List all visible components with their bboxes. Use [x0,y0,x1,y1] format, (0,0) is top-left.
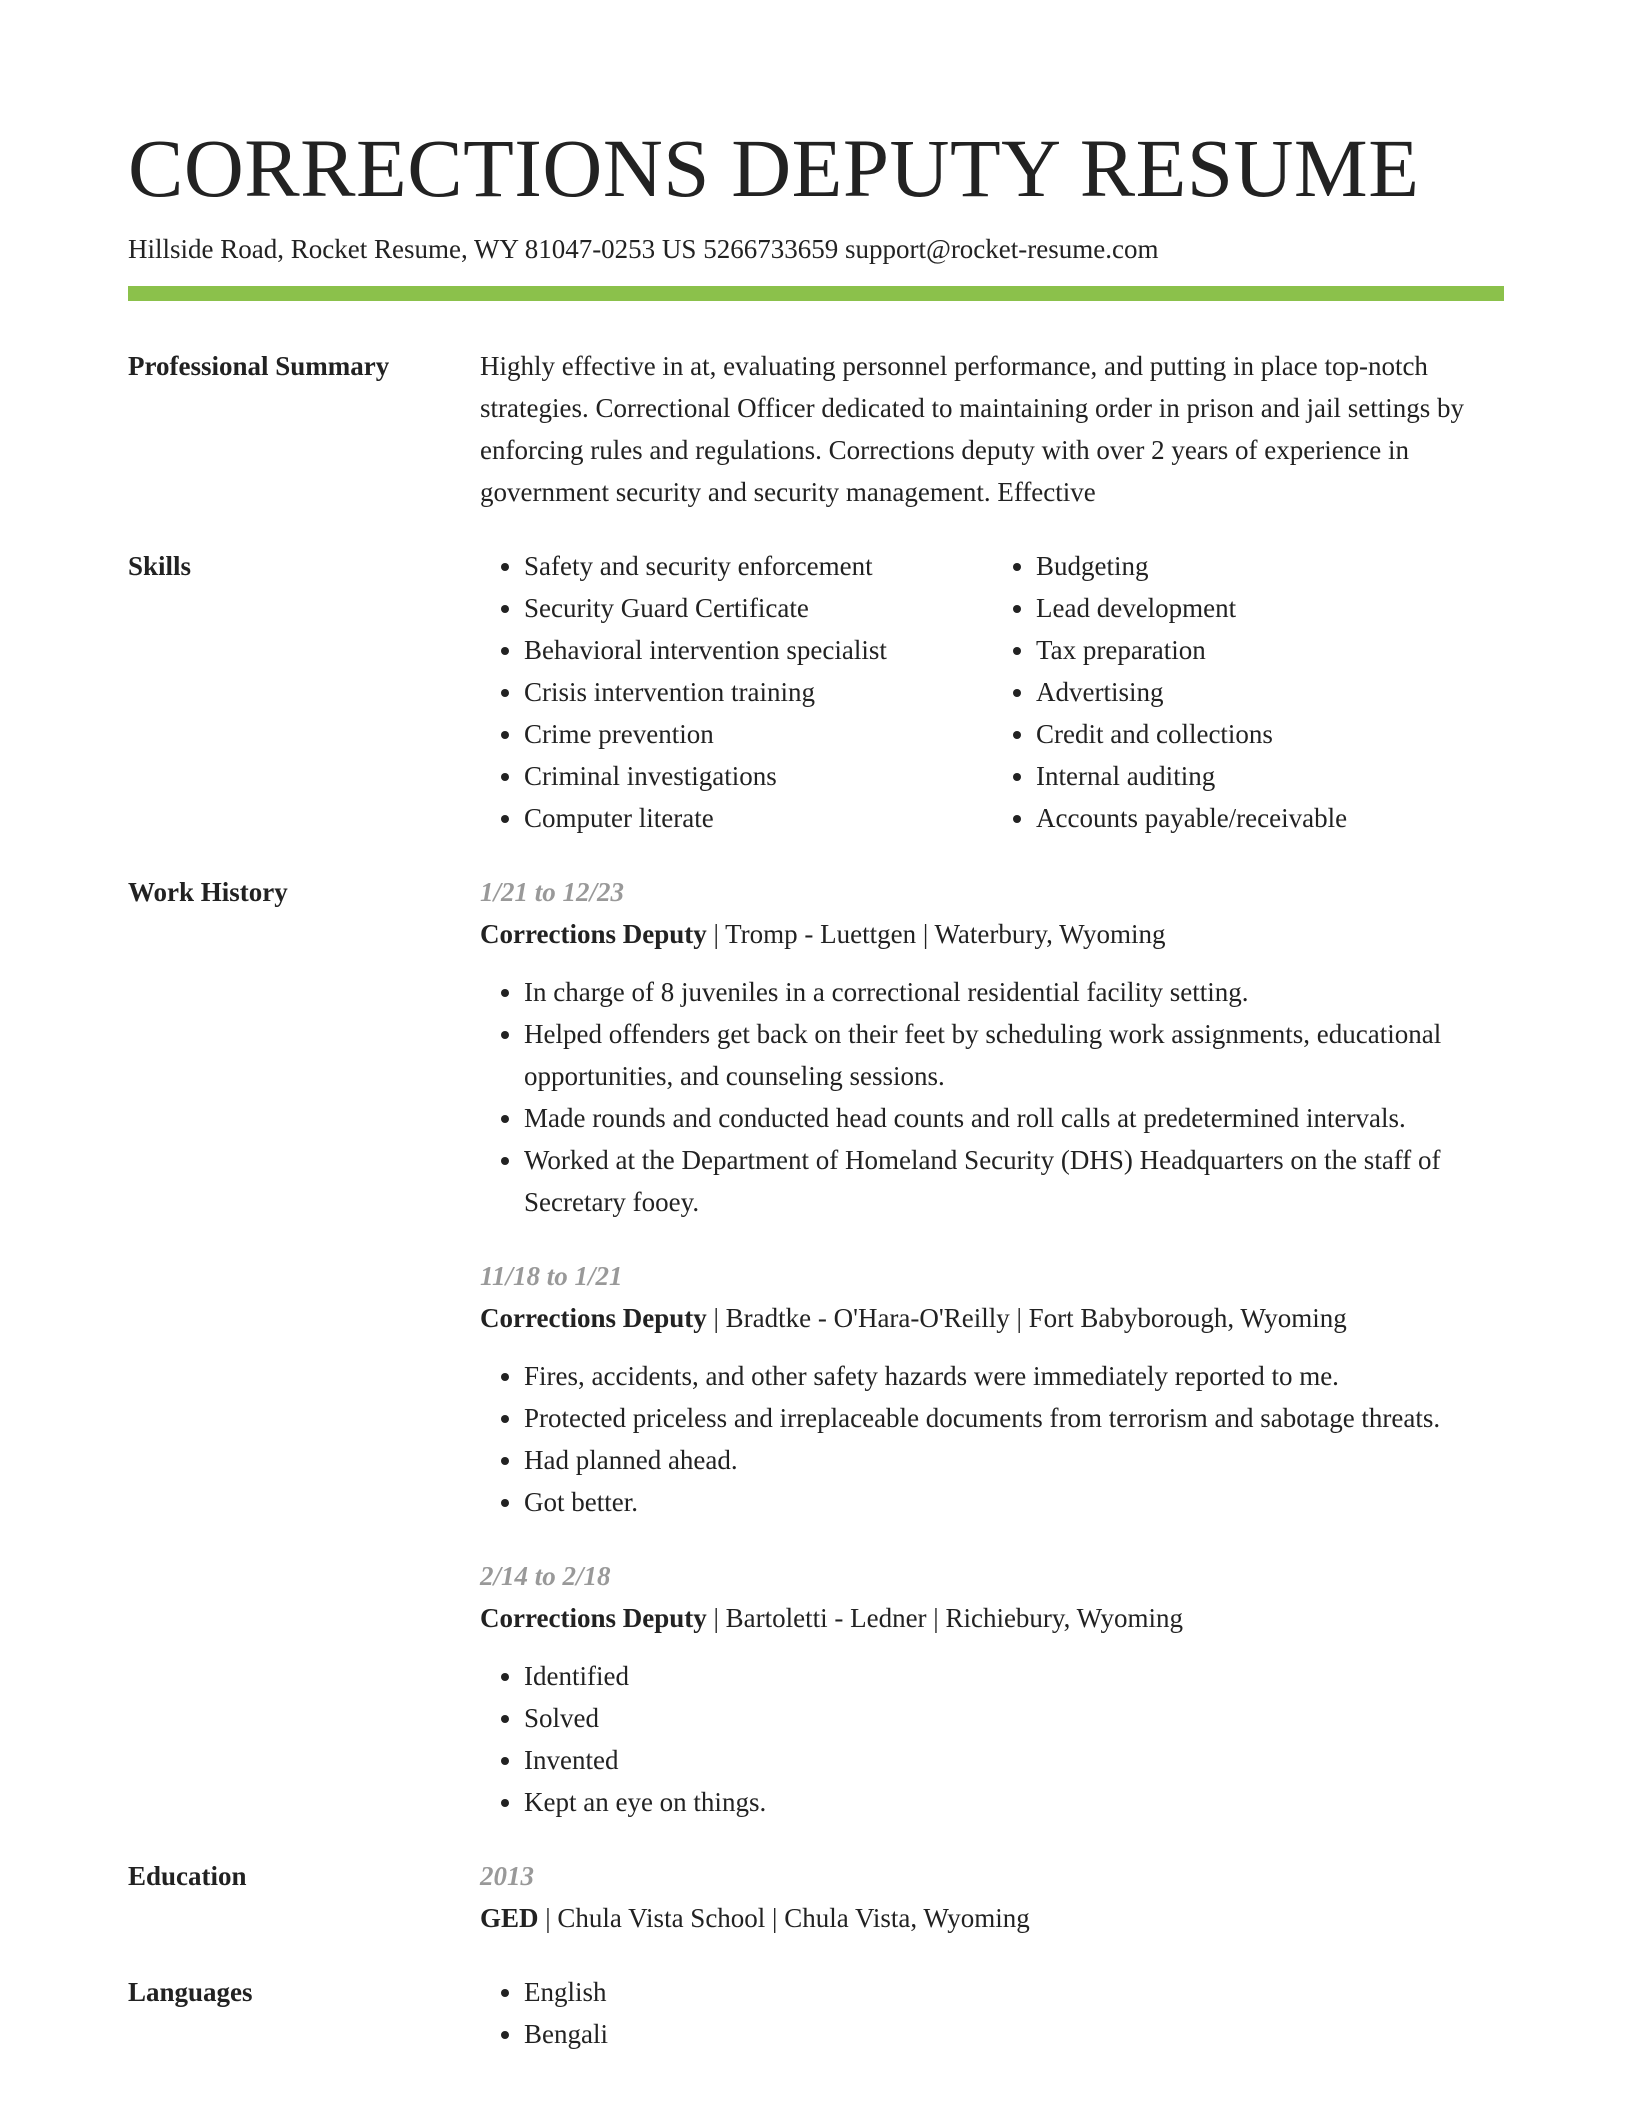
job-bullet: • Fires, accidents, and other safety hazards were immediately reported to me. [524,1355,1504,1397]
summary-text: Highly effective in at, evaluating personnel performance, and putting in place top-notch strategies. Correctional Officer dedicated to maintaining order in prison and jail settings by enforcing rules and regulations. Corrections deputy with over 2 years of experience in government security and security management. Effective [480,351,1464,507]
job-bullet: • Solved [524,1697,1504,1739]
job-dates: 1/21 to 12/23 [480,877,625,907]
job-bullet: • Helped offenders get back on their feet by scheduling work assignments, educational opportunities, and counseling sessions. [524,1013,1504,1097]
education-details: | Chula Vista School | Chula Vista, Wyoming [538,1903,1030,1933]
education-year: 2013 [480,1861,534,1891]
languages-list [480,1971,1504,2055]
job-bullets [480,1655,1504,1823]
section-label-summary: Professional Summary [128,351,390,381]
skills-body [480,545,1504,839]
summary-body [480,345,1504,513]
skills-section [128,545,1504,839]
skill-item: • Behavioral intervention specialist [524,629,992,671]
skills-list-left [480,545,992,839]
summary-section [128,345,1504,513]
job-title-line [480,1597,1504,1639]
job-bullet: • Invented [524,1739,1504,1781]
job-entry [480,871,1504,1223]
job-title-line [480,1297,1504,1339]
job-dates: 11/18 to 1/21 [480,1261,623,1291]
section-label-skills: Skills [128,551,192,581]
job-bullet: • Worked at the Department of Homeland Security (DHS) Headquarters on the staff of Secretary fooey. [524,1139,1504,1223]
contact-line: Hillside Road, Rocket Resume, WY 81047-0253 US 5266733659 support@rocket-resume.com [128,234,1159,264]
job-title: Corrections Deputy [480,919,707,949]
skill-item: • Budgeting [1036,545,1504,587]
language-item: • English [524,1971,1504,2013]
resume-header [128,118,1504,266]
languages-body [480,1971,1504,2055]
skill-item: • Criminal investigations [524,755,992,797]
skill-item: • Internal auditing [1036,755,1504,797]
job-bullets [480,971,1504,1223]
job-bullet: • Kept an eye on things. [524,1781,1504,1823]
section-label-education: Education [128,1861,247,1891]
job-details: | Tromp - Luettgen | Waterbury, Wyoming [706,919,1166,949]
job-title: Corrections Deputy [480,1303,707,1333]
education-section [128,1855,1504,1939]
job-dates: 2/14 to 2/18 [480,1561,611,1591]
education-line [480,1897,1504,1939]
job-entry [480,1255,1504,1523]
language-item: • Bengali [524,2013,1504,2055]
job-bullet: • Made rounds and conducted head counts and roll calls at predetermined intervals. [524,1097,1504,1139]
job-details: | Bartoletti - Ledner | Richiebury, Wyoming [706,1603,1184,1633]
resume-content [128,345,1504,2055]
job-bullet: • Had planned ahead. [524,1439,1504,1481]
work-history-section [128,871,1504,1823]
job-bullet: • In charge of 8 juveniles in a correctional residential facility setting. [524,971,1504,1013]
skill-item: • Safety and security enforcement [524,545,992,587]
job-bullet: • Got better. [524,1481,1504,1523]
section-label-work-history: Work History [128,877,288,907]
education-degree: GED [480,1903,539,1933]
skills-columns [480,545,1504,839]
skill-item: • Credit and collections [1036,713,1504,755]
languages-section [128,1971,1504,2055]
job-bullet: • Protected priceless and irreplaceable documents from terrorism and sabotage threats. [524,1397,1504,1439]
skill-item: • Accounts payable/receivable [1036,797,1504,839]
job-entry [480,1555,1504,1823]
job-title-line [480,913,1504,955]
work-history-body [480,871,1504,1823]
header-divider [128,286,1504,301]
skill-item: • Lead development [1036,587,1504,629]
skill-item: • Advertising [1036,671,1504,713]
job-details: | Bradtke - O'Hara-O'Reilly | Fort Babyborough, Wyoming [706,1303,1347,1333]
skill-item: • Tax preparation [1036,629,1504,671]
job-bullet: • Identified [524,1655,1504,1697]
skills-list-right [992,545,1504,839]
education-body [480,1855,1504,1939]
skill-item: • Computer literate [524,797,992,839]
skill-item: • Crisis intervention training [524,671,992,713]
job-title: Corrections Deputy [480,1603,707,1633]
page-title: CORRECTIONS DEPUTY RESUME [128,122,1420,214]
skill-item: • Crime prevention [524,713,992,755]
section-label-languages: Languages [128,1977,253,2007]
skill-item: • Security Guard Certificate [524,587,992,629]
job-bullets [480,1355,1504,1523]
